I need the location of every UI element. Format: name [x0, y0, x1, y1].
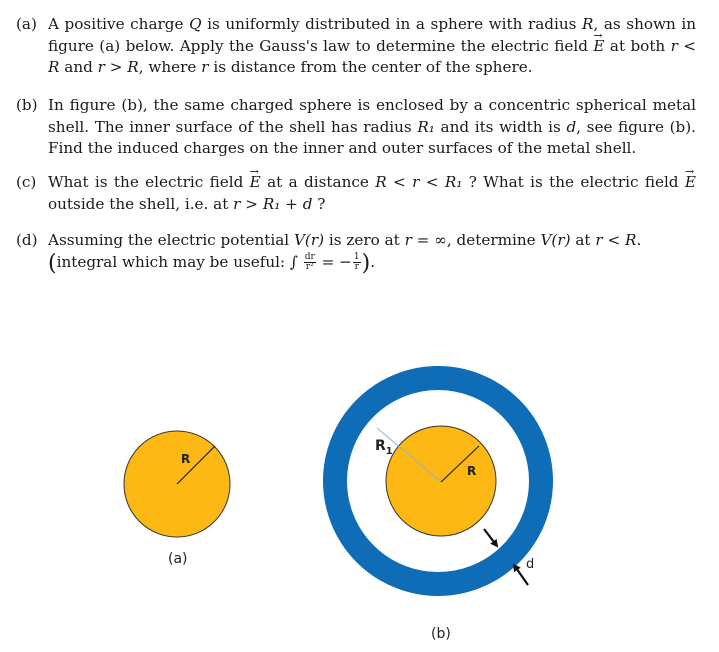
denominator: r — [354, 262, 359, 272]
condition: R < r < R₁ — [375, 173, 463, 191]
condition: r < R — [48, 36, 696, 76]
text: outside the shell, i.e. at — [48, 194, 234, 213]
figure-a — [124, 431, 230, 567]
r1-label — [375, 438, 393, 457]
text: , as shown in figure (a) below. Apply the Gauss's law to determine the electric field — [48, 15, 696, 55]
text: , where — [138, 58, 202, 76]
text: . — [636, 231, 642, 249]
denominator: r² — [305, 262, 314, 272]
field-vector: → E — [250, 172, 261, 194]
field-vector: → E — [593, 36, 604, 58]
text: integral which may be useful: — [56, 252, 290, 271]
text: . — [370, 252, 376, 271]
condition: r = ∞ — [404, 231, 447, 249]
condition: r > R — [97, 58, 139, 76]
text: ? — [312, 194, 326, 213]
question-label: (b) — [16, 96, 38, 114]
condition: r < R — [595, 231, 637, 249]
paren: ) — [361, 250, 371, 276]
r1-label-main: R — [375, 438, 386, 454]
r1-symbol: R₁ — [417, 117, 435, 136]
figure-caption: (a) — [168, 551, 188, 567]
text: at — [570, 231, 596, 249]
text: is uniformly distributed in a sphere with radius — [201, 15, 582, 33]
text: ? What is the electric field — [462, 173, 685, 191]
text: Assuming the electric potential — [48, 231, 294, 249]
radius-label: R — [467, 464, 477, 478]
text: In figure (b), the same charged sphere is enclosed by a concentric spherical metal shell. The inner surface of the shell has radius — [48, 96, 696, 136]
charge-symbol: Q — [189, 15, 202, 33]
width-symbol: d — [566, 117, 577, 136]
text: , see figure (b). Find the induced charges on the inner and outer surfaces of the metal shell. — [48, 117, 696, 157]
field-vector: → E — [685, 172, 696, 194]
question-label: (c) — [16, 173, 37, 191]
text: at a distance — [260, 173, 376, 191]
text: = − — [316, 252, 352, 271]
text: and — [59, 58, 98, 76]
radius-symbol: R — [582, 15, 594, 33]
text: is zero at — [324, 231, 405, 249]
condition: r > R₁ + d — [233, 194, 313, 213]
text: is distance from the center of the sphere. — [208, 58, 533, 76]
potential-symbol: V(r) — [293, 231, 325, 249]
text: and its width is — [434, 117, 567, 136]
text: What is the electric field — [48, 173, 250, 191]
numerator: 1 — [353, 252, 360, 262]
r1-label-sub: 1 — [385, 446, 393, 457]
numerator: dr — [304, 252, 315, 262]
text: A positive charge — [48, 15, 190, 33]
text: , determine — [446, 231, 541, 249]
text: at both — [604, 36, 671, 55]
integral-sign: ∫ — [289, 252, 298, 271]
paren: ( — [48, 250, 57, 276]
distance-symbol: r — [201, 58, 209, 76]
question-label: (d) — [16, 231, 38, 249]
radius-label: R — [181, 452, 191, 466]
charged-sphere — [386, 426, 496, 536]
width-label: d — [526, 557, 535, 572]
figure-b — [335, 378, 541, 642]
potential-symbol: V(r) — [540, 231, 571, 249]
question-label: (a) — [16, 15, 37, 33]
width-arrow-in — [484, 529, 497, 546]
figure-caption: (b) — [431, 626, 451, 642]
